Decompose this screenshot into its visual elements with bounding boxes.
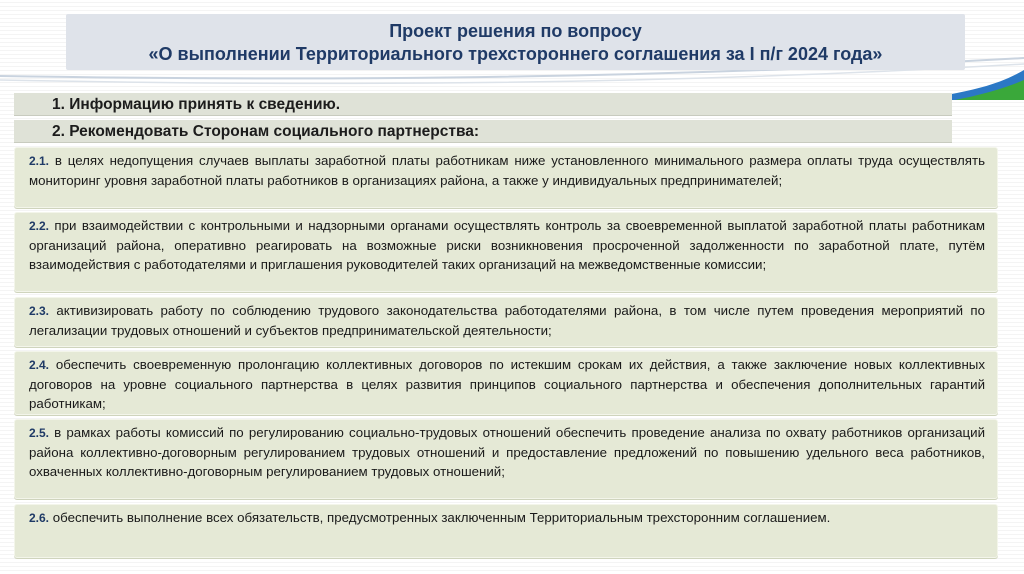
item-number: 2.3. [29,304,50,318]
list-item [14,212,998,292]
point-1-bar: 1. Информацию принять к сведению. [14,93,952,116]
item-number: 2.4. [29,358,50,372]
item-text: при взаимодействии с контрольными и надзорными органами осуществлять контроль за своевременной выплатой заработной платы работникам организаций района, оперативно реагировать на возможные риски возникновения просроченной задолженности по заработной плате, путём взаимодействия с работодателями и приглашения руководителей таких организаций на межведомственные комиссии; [29,218,985,272]
list-item [14,351,998,415]
item-text: в рамках работы комиссий по регулированию социально-трудовых отношений обеспечить проведение анализа по охвату работников организаций района коллективно-договорным регулированием трудовых отношений и предоставление предложений по повышению удельного веса работников, охваченных коллективно-договорным регулированием трудовых отношений; [29,425,985,479]
item-text: обеспечить своевременную пролонгацию коллективных договоров по истекшим срокам их действия, а также заключение новых коллективных договоров на уровне социального партнерства в целях развития принципов социального партнерства и обеспечения дополнительных гарантий работникам; [29,357,985,411]
title-line-1: Проект решения по вопросу [389,21,642,41]
title-line-2: «О выполнении Территориального трехстороннего соглашения за I п/г 2024 года» [148,44,883,64]
list-item [14,504,998,558]
item-text: активизировать работу по соблюдению трудового законодательства работодателями района, в том числе путем проведения мероприятий по легализации трудовых отношений и субъектов предпринимательской деятельности; [29,303,985,338]
point-2-bar: 2. Рекомендовать Сторонам социального партнерства: [14,120,952,143]
title-box [66,14,965,70]
list-item [14,419,998,499]
item-number: 2.6. [29,511,50,525]
item-text: в целях недопущения случаев выплаты заработной платы работникам ниже установленного минимального размера оплаты труда осуществлять мониторинг уровня заработной платы работников в организациях района, а также у индивидуальных предпринимателей; [29,153,985,188]
list-item [14,147,998,208]
item-number: 2.5. [29,426,50,440]
item-number: 2.2. [29,219,50,233]
item-number: 2.1. [29,154,50,168]
item-text: обеспечить выполнение всех обязательств, предусмотренных заключенным Территориальным трехсторонним соглашением. [49,510,831,525]
list-item [14,297,998,347]
